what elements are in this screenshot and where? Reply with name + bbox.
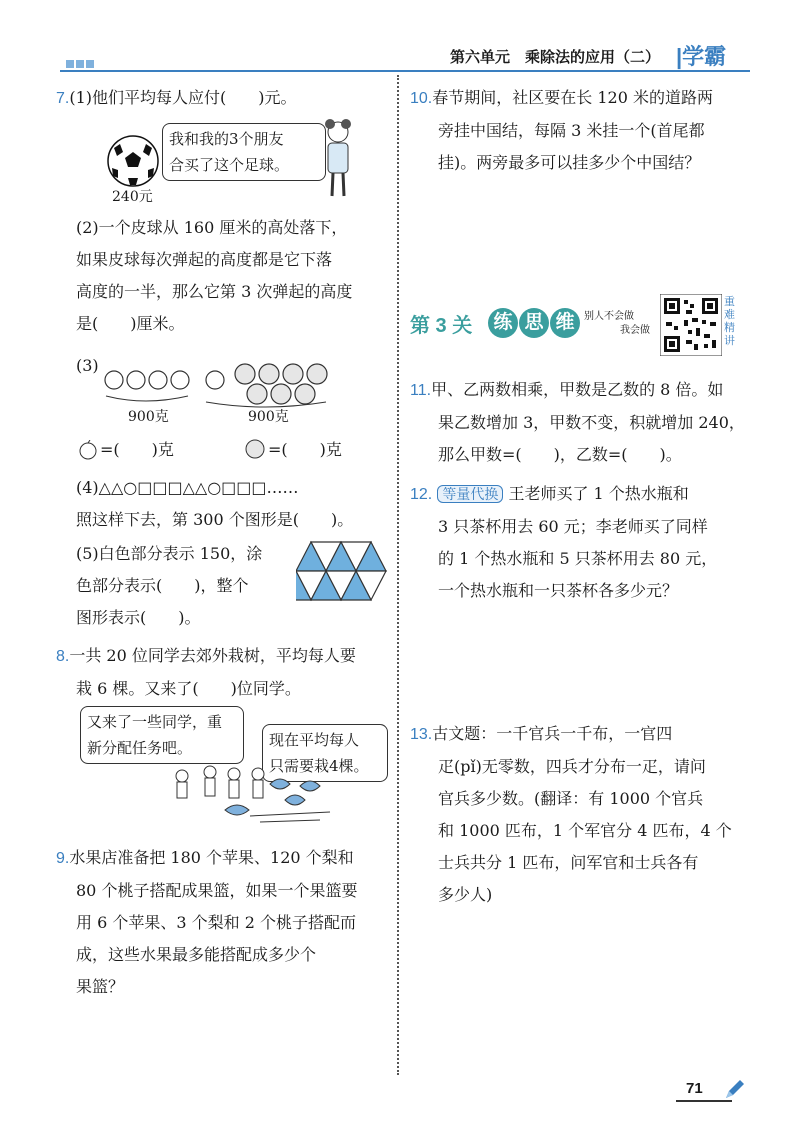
weight-right: 900克 [248, 409, 289, 425]
q7-part5: (5)白色部分表示 150，涂 色部分表示( )，整个 图形表示( )。 [76, 544, 263, 627]
q9-number: 9. [56, 850, 70, 867]
q8-left-bubble: 又来了一些同学，重 新分配任务吧。 [80, 706, 244, 764]
orange-icon [244, 438, 266, 460]
slogan-line2: 我会做 [620, 325, 650, 336]
q7-number: 7. [56, 90, 70, 107]
brand-name: 学霸 [682, 44, 727, 69]
q8-text: 8.一共 20 位同学去郊外栽树，平均每人要 栽 6 棵。又来了( )位同学。 [56, 646, 356, 698]
equal-substitution-tag: 等量代换 [437, 485, 503, 503]
triangle-figure [296, 540, 388, 602]
q7-part4: (4)△△○□□□△△○□□□…… 照这样下去，第 300 个图形是( )。 [76, 478, 354, 529]
qr-side-label: 重难精讲 [724, 296, 735, 347]
weight-left: 900克 [128, 409, 169, 425]
page-number: 71 [686, 1080, 703, 1097]
section-level: 第 3 关 [410, 315, 473, 337]
soccer-ball-image [106, 134, 160, 188]
girl-figure-image [318, 118, 358, 200]
q10-number: 10. [410, 90, 433, 107]
brand-logo: |学霸 [676, 44, 727, 69]
q11-number: 11. [410, 382, 432, 399]
apple-icon [78, 440, 98, 460]
q10-text: 10.春节期间，社区要在长 120 米的道路两 旁挂中国结，每隔 3 米挂一个(首尾都 挂)。两旁最多可以挂多少个中国结？ [410, 88, 713, 172]
qr-code-image[interactable] [660, 294, 722, 356]
q8-number: 8. [56, 648, 70, 665]
q9-text: 9.水果店准备把 180 个苹果、120 个梨和 80 个桃子搭配成果篮，如果一个果篮要 用 6 个苹果、3 个梨和 2 个桃子搭配而 成，这些水果最多能搭配成多少个 果篮？ [56, 848, 358, 996]
q13-number: 13. [410, 726, 433, 743]
fruit-balance-diagram [100, 362, 330, 412]
pencil-icon [722, 1078, 746, 1102]
q11-text: 11.甲、乙两数相乘，甲数是乙数的 8 倍。如 果乙数增加 3，甲数不变，积就增加 240， 那么甲数=( )，乙数=( )。 [410, 380, 745, 464]
q7-speech-bubble: 我和我的3个朋友 合买了这个足球。 [162, 123, 326, 181]
q12-number: 12. [410, 486, 433, 503]
slogan-line1: 别人不会做 [584, 311, 634, 322]
header-rule [60, 70, 750, 72]
students-planting-image [170, 764, 340, 826]
q8-right-bubble: 现在平均每人 只需要栽4棵。 [262, 724, 388, 782]
unit-title: 第六单元 乘除法的应用（二） [450, 49, 661, 66]
q12-text: 12. 等量代换 王老师买了 1 个热水瓶和 3 只茶杯用去 60 元；李老师买了同样 的 1 个热水瓶和 5 只茶杯用去 80 元， 一个热水瓶和一只茶杯各多少元？ [410, 484, 718, 600]
apple-answer: =( )克 [100, 440, 174, 459]
orange-answer: =( )克 [268, 440, 342, 459]
q7-part1: 7.(1)他们平均每人应付( )元。 [56, 88, 297, 107]
q13-text: 13.古文题：一千官兵一千布，一官四 疋(pǐ)无零数，四兵才分布一疋，请问 官兵多少数。(翻译：有 1000 个官兵 和 1000 匹布，1 个军官分 4 匹布，4 个 士兵共分 1 匹布，问军官和士兵各有 多少人) [410, 724, 732, 904]
section-title: 练 思 维 [488, 308, 581, 338]
q7-part2: (2)一个皮球从 160 厘米的高处落下， 如果皮球每次弹起的高度都是它下落 高度的一半，那么它第 3 次弹起的高度 是( )厘米。 [76, 218, 353, 333]
ball-price: 240元 [112, 189, 153, 205]
column-divider [397, 75, 399, 1075]
q7-part3-label: (3) [76, 356, 99, 375]
